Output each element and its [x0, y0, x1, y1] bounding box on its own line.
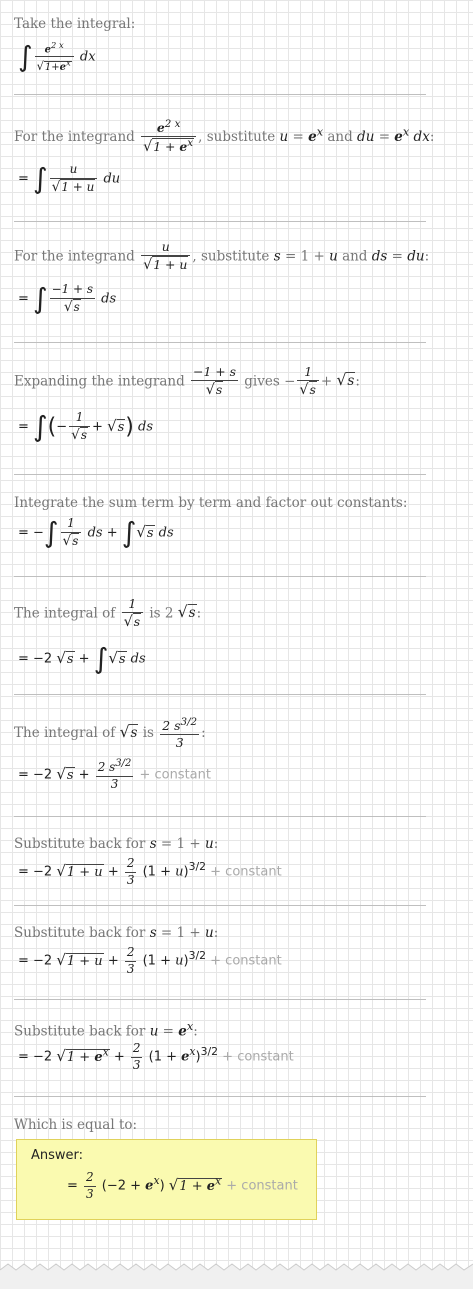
step-10-label: Substitute back for $u = e^x$: [14, 1020, 198, 1040]
step-5-label: Integrate the sum term by term and factor out constants: [14, 495, 408, 511]
step-9-expression: = −2 √1 + u + $\frac{2}{3}$ $(1 + u)^{3/2}$ + constant [18, 945, 282, 976]
divider-5 [14, 576, 426, 577]
answer-label: Answer: [31, 1148, 84, 1163]
divider-3 [14, 342, 426, 343]
constant-term: + constant [139, 767, 211, 783]
step-8-label: Substitute back for s = 1 + u: [14, 836, 219, 852]
divider-6 [14, 694, 426, 695]
step-7-label: The integral of √s is $\frac{2 s^{3/2}}{3}$ : [14, 716, 206, 751]
step-6-expression: = −2 √s + ∫√s ds [18, 642, 146, 675]
step-2-expression: = ∫ $\frac{u}{√1 + u}$ du [18, 162, 121, 196]
step-3-expression: = ∫ $\frac{-1 + s}{√s}$ ds [18, 282, 117, 316]
step-2-label: For the integrand $\frac{e^{2 x}}{√1 + e^x}$ , substitute $u = e^x$ and du = $e^x$ dx: [14, 118, 435, 156]
torn-page-edge [0, 1260, 473, 1289]
answer-box [16, 1139, 317, 1220]
constant-term: + constant [210, 953, 282, 969]
answer-expression: = $\frac{2}{3}$ $(-2 + e^x)$ $√1 + e^x$ + constant [67, 1170, 298, 1201]
step-11-label: Which is equal to: [14, 1117, 138, 1133]
divider-1 [14, 94, 426, 95]
divider-9 [14, 999, 426, 1000]
step-7-expression: = −2 √s + $\frac{2 s^{3/2}}{3}$ + constant [18, 758, 211, 791]
divider-2 [14, 221, 426, 222]
divider-8 [14, 905, 426, 906]
step-8-expression: = −2 √1 + u + $\frac{2}{3}$ $(1 + u)^{3/2}$ + constant [18, 856, 282, 887]
divider-10 [14, 1096, 426, 1097]
step-1-label: Take the integral: [14, 16, 136, 32]
constant-term: + constant [210, 864, 282, 880]
divider-7 [14, 816, 426, 817]
divider-4 [14, 474, 426, 475]
constant-term: + constant [222, 1049, 294, 1065]
step-6-label: The integral of $\frac{1}{√s}$ is 2 √s: [14, 596, 202, 631]
constant-term: + constant [226, 1178, 298, 1194]
step-3-label: For the integrand $\frac{u}{√1 + u}$ , substitute s = 1 + u and ds = du: [14, 239, 430, 274]
step-5-expression: = −∫ $\frac{1}{√s}$ ds + ∫√s ds [18, 516, 174, 550]
step-4-label: Expanding the integrand $\frac{-1 + s}{√s}$ gives − $\frac{1}{√s}$ + √s: [14, 364, 360, 399]
step-4-expression: = ∫(− $\frac{1}{√s}$ + √s) ds [18, 410, 154, 444]
step-10-expression: = −2 $√1 + e^x$ + $\frac{2}{3}$ $(1 + e^x)^{3/2}$ + constant [18, 1041, 294, 1072]
step-9-label: Substitute back for s = 1 + u: [14, 925, 219, 941]
step-1-expression: ∫ $\frac{e^{2 x}}{√1+e^x}$ dx [18, 39, 96, 73]
